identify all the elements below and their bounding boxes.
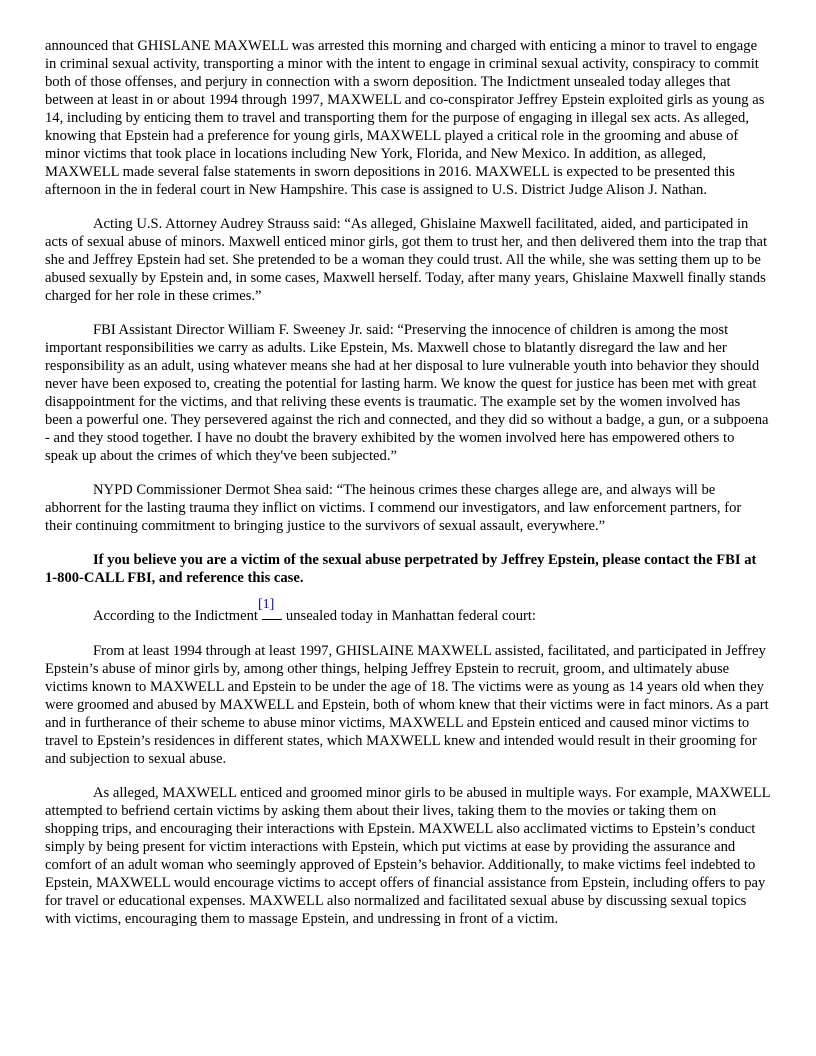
indictment-intro-tail: unsealed today in Manhattan federal court:: [282, 608, 536, 624]
paragraph-arrest-announcement: announced that GHISLANE MAXWELL was arrested this morning and charged with enticing a minor to travel to engage in criminal sexual activity, transporting a minor with the intent to engage in criminal sexual activity, conspiracy to commit both of those offenses, and perjury in connection with a sworn deposition. The Indictment unsealed today alleges that between at least in or about 1994 through 1997, MAXWELL and co-conspirator Jeffrey Epstein exploited girls as young as 14, including by enticing them to travel and transporting them for the purpose of engaging in illegal sex acts. As alleged, knowing that Epstein had a preference for young girls, MAXWELL played a critical role in the grooming and abuse of minor victims that took place in locations including New York, Florida, and New Mexico. In addition, as alleged, MAXWELL made several false statements in sworn depositions in 2016. MAXWELL is expected to be presented this afternoon in the in federal court in New Hampshire. This case is assigned to U.S. District Judge Alison J. Nathan.: [45, 38, 765, 198]
paragraph-sweeney-quote: FBI Assistant Director William F. Sweeney Jr. said: “Preserving the innocence of children is among the most important responsibilities we carry as adults. Like Epstein, Ms. Maxwell chose to blatantly disregard the law and her responsibility as an adult, using whatever means she had at her disposal to lure vulnerable youth into behavior they should never have been exposed to, creating the potential for lasting harm. We know the quest for justice has been met with great disappointment for the victims, and that reliving these events is traumatic. The example set by the women involved has been a powerful one. They persevered against the rich and connected, and they did so without a badge, a gun, or a subpoena - and they stood together. I have no doubt the bravery exhibited by the women involved here has empowered others to speak up about the crimes of which they've been subjected.”: [45, 322, 769, 464]
press-release-body: [45, 37, 771, 944]
paragraph-strauss-quote: Acting U.S. Attorney Audrey Strauss said: “As alleged, Ghislaine Maxwell facilitated, aided, and participated in acts of sexual abuse of minors. Maxwell enticed minor girls, got them to trust her, and then delivered them into the trap that she and Jeffrey Epstein had set. She pretended to be a woman they could trust. All the while, she was setting them up to be abused sexually by Epstein and, in some cases, Maxwell herself. Today, after many years, Ghislaine Maxwell finally stands charged for her role in these crimes.”: [45, 216, 768, 304]
footnote-link[interactable]: [1]: [257, 597, 275, 612]
footnote-underline: [262, 617, 282, 620]
paragraph-grooming-allegations: As alleged, MAXWELL enticed and groomed minor girls to be abused in multiple ways. For example, MAXWELL attempted to befriend certain victims by asking them about their lives, taking them to the movies or taking them on shopping trips, and encouraging their interactions with Epstein. MAXWELL also acclimated victims to Epstein’s conduct simply by being present for victim interactions with Epstein, which put victims at ease by providing the assurance and comfort of an adult woman who seemingly approved of Epstein’s behavior. Additionally, to make victims feel indebted to Epstein, MAXWELL would encourage victims to accept offers of financial assistance from Epstein, including offers to pay for travel or educational expenses. MAXWELL also normalized and facilitated sexual abuse by discussing sexual topics with victims, encouraging them to massage Epstein, and undressing in front of a victim.: [45, 785, 770, 927]
indictment-intro: [45, 597, 771, 626]
paragraph-shea-quote: NYPD Commissioner Dermot Shea said: “The heinous crimes these charges allege are, and always will be abhorrent for the lasting trauma they inflict on victims. I commend our investigators, and law enforcement partners, for their continuing commitment to bringing justice to the survivors of sexual assault, everywhere.”: [45, 482, 742, 534]
victim-contact-notice: If you believe you are a victim of the sexual abuse perpetrated by Jeffrey Epstein, please contact the FBI at 1-800-CALL FBI, and reference this case.: [45, 552, 757, 586]
paragraph-indictment-summary: From at least 1994 through at least 1997, GHISLAINE MAXWELL assisted, facilitated, and participated in Jeffrey Epstein’s abuse of minor girls by, among other things, helping Jeffrey Epstein to recruit, groom, and ultimately abuse victims known to MAXWELL and Epstein to be under the age of 18. The victims were as young as 14 years old when they were groomed and abused by MAXWELL and Epstein, both of whom knew that their victims were in fact minors. As a part and in furtherance of their scheme to abuse minor victims, MAXWELL and Epstein enticed and caused minor victims to travel to Epstein’s residences in different states, which MAXWELL knew and intended would result in their grooming for and subjection to sexual abuse.: [45, 643, 769, 767]
indictment-intro-text: According to the Indictment: [93, 608, 258, 624]
